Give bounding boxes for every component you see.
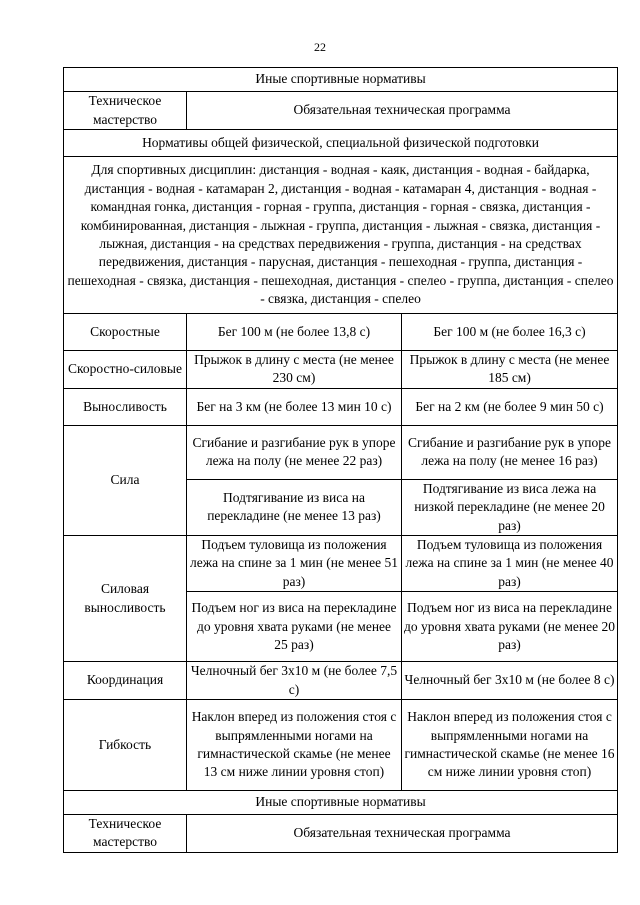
- norm-cell: Подъем ног из виса на перекладине до уровня хвата руками (не менее 20 раз): [402, 592, 618, 662]
- norm-cell: Подъем ног из виса на перекладине до уровня хвата руками (не менее 25 раз): [187, 592, 402, 662]
- norm-cell: Челночный бег 3х10 м (не более 8 с): [402, 662, 618, 700]
- norm-cell: Бег 100 м (не более 16,3 с): [402, 314, 618, 351]
- norm-cell: Наклон вперед из положения стоя с выпрямленными ногами на гимнастической скамье (не менее 13 см ниже линии уровня стоп): [187, 700, 402, 791]
- norms-table: [63, 67, 618, 853]
- row-label-endurance: Выносливость: [64, 388, 187, 425]
- tech-mastery-label: Техническое мастерство: [64, 92, 187, 130]
- norm-cell: Подтягивание из виса на перекладине (не менее 13 раз): [187, 479, 402, 535]
- norm-cell: Бег на 2 км (не более 9 мин 50 с): [402, 388, 618, 425]
- norm-cell: Подъем туловища из положения лежа на спине за 1 мин (не менее 51 раз): [187, 536, 402, 592]
- norm-cell: Сгибание и разгибание рук в упоре лежа на полу (не менее 16 раз): [402, 425, 618, 479]
- row-label-speed-strength: Скоростно-силовые: [64, 351, 187, 389]
- tech-mastery-value: Обязательная техническая программа: [187, 92, 618, 130]
- row-label-flexibility: Гибкость: [64, 700, 187, 791]
- section-heading-other-2: Иные спортивные нормативы: [64, 791, 618, 815]
- row-label-speed: Скоростные: [64, 314, 187, 351]
- page-number: 22: [314, 40, 326, 54]
- disciplines-text: Для спортивных дисциплин: дистанция - водная - каяк, дистанция - водная - байдарка, дистанция - водная - катамаран 2, дистанция - водная - катамаран 4, дистанция - водная - командная гонка, дистанция - горная - группа, дистанция - горная - связка, дистанция - комбинированная, дистанция - лыжная - группа, дистанция - лыжная - связка, дистанция - лыжная, дистанция - на средствах передвижения - группа, дистанция - на средствах передвижения, дистанция - парусная, дистанция - пешеходная - группа, дистанция - пешеходная - связка, дистанция - пешеходная, дистанция - спелео - группа, дистанция - спелео - связка, дистанция - спелео: [64, 157, 618, 314]
- tech-mastery-value: Обязательная техническая программа: [187, 815, 618, 853]
- norm-cell: Бег на 3 км (не более 13 мин 10 с): [187, 388, 402, 425]
- row-label-strength-endurance: Силовая выносливость: [64, 536, 187, 662]
- norm-cell: Бег 100 м (не более 13,8 с): [187, 314, 402, 351]
- section-heading-other-1: Иные спортивные нормативы: [64, 68, 618, 92]
- norm-cell: Подъем туловища из положения лежа на спине за 1 мин (не менее 40 раз): [402, 536, 618, 592]
- norm-cell: Подтягивание из виса лежа на низкой перекладине (не менее 20 раз): [402, 479, 618, 535]
- norm-cell: Прыжок в длину с места (не менее 185 см): [402, 351, 618, 389]
- norm-cell: Сгибание и разгибание рук в упоре лежа на полу (не менее 22 раз): [187, 425, 402, 479]
- row-label-strength: Сила: [64, 425, 187, 535]
- norm-cell: Челночный бег 3х10 м (не более 7,5 с): [187, 662, 402, 700]
- norm-cell: Наклон вперед из положения стоя с выпрямленными ногами на гимнастической скамье (не менее 16 см ниже линии уровня стоп): [402, 700, 618, 791]
- ofp-heading: Нормативы общей физической, специальной физической подготовки: [64, 130, 618, 157]
- tech-mastery-label: Техническое мастерство: [64, 815, 187, 853]
- row-label-coordination: Координация: [64, 662, 187, 700]
- norm-cell: Прыжок в длину с места (не менее 230 см): [187, 351, 402, 389]
